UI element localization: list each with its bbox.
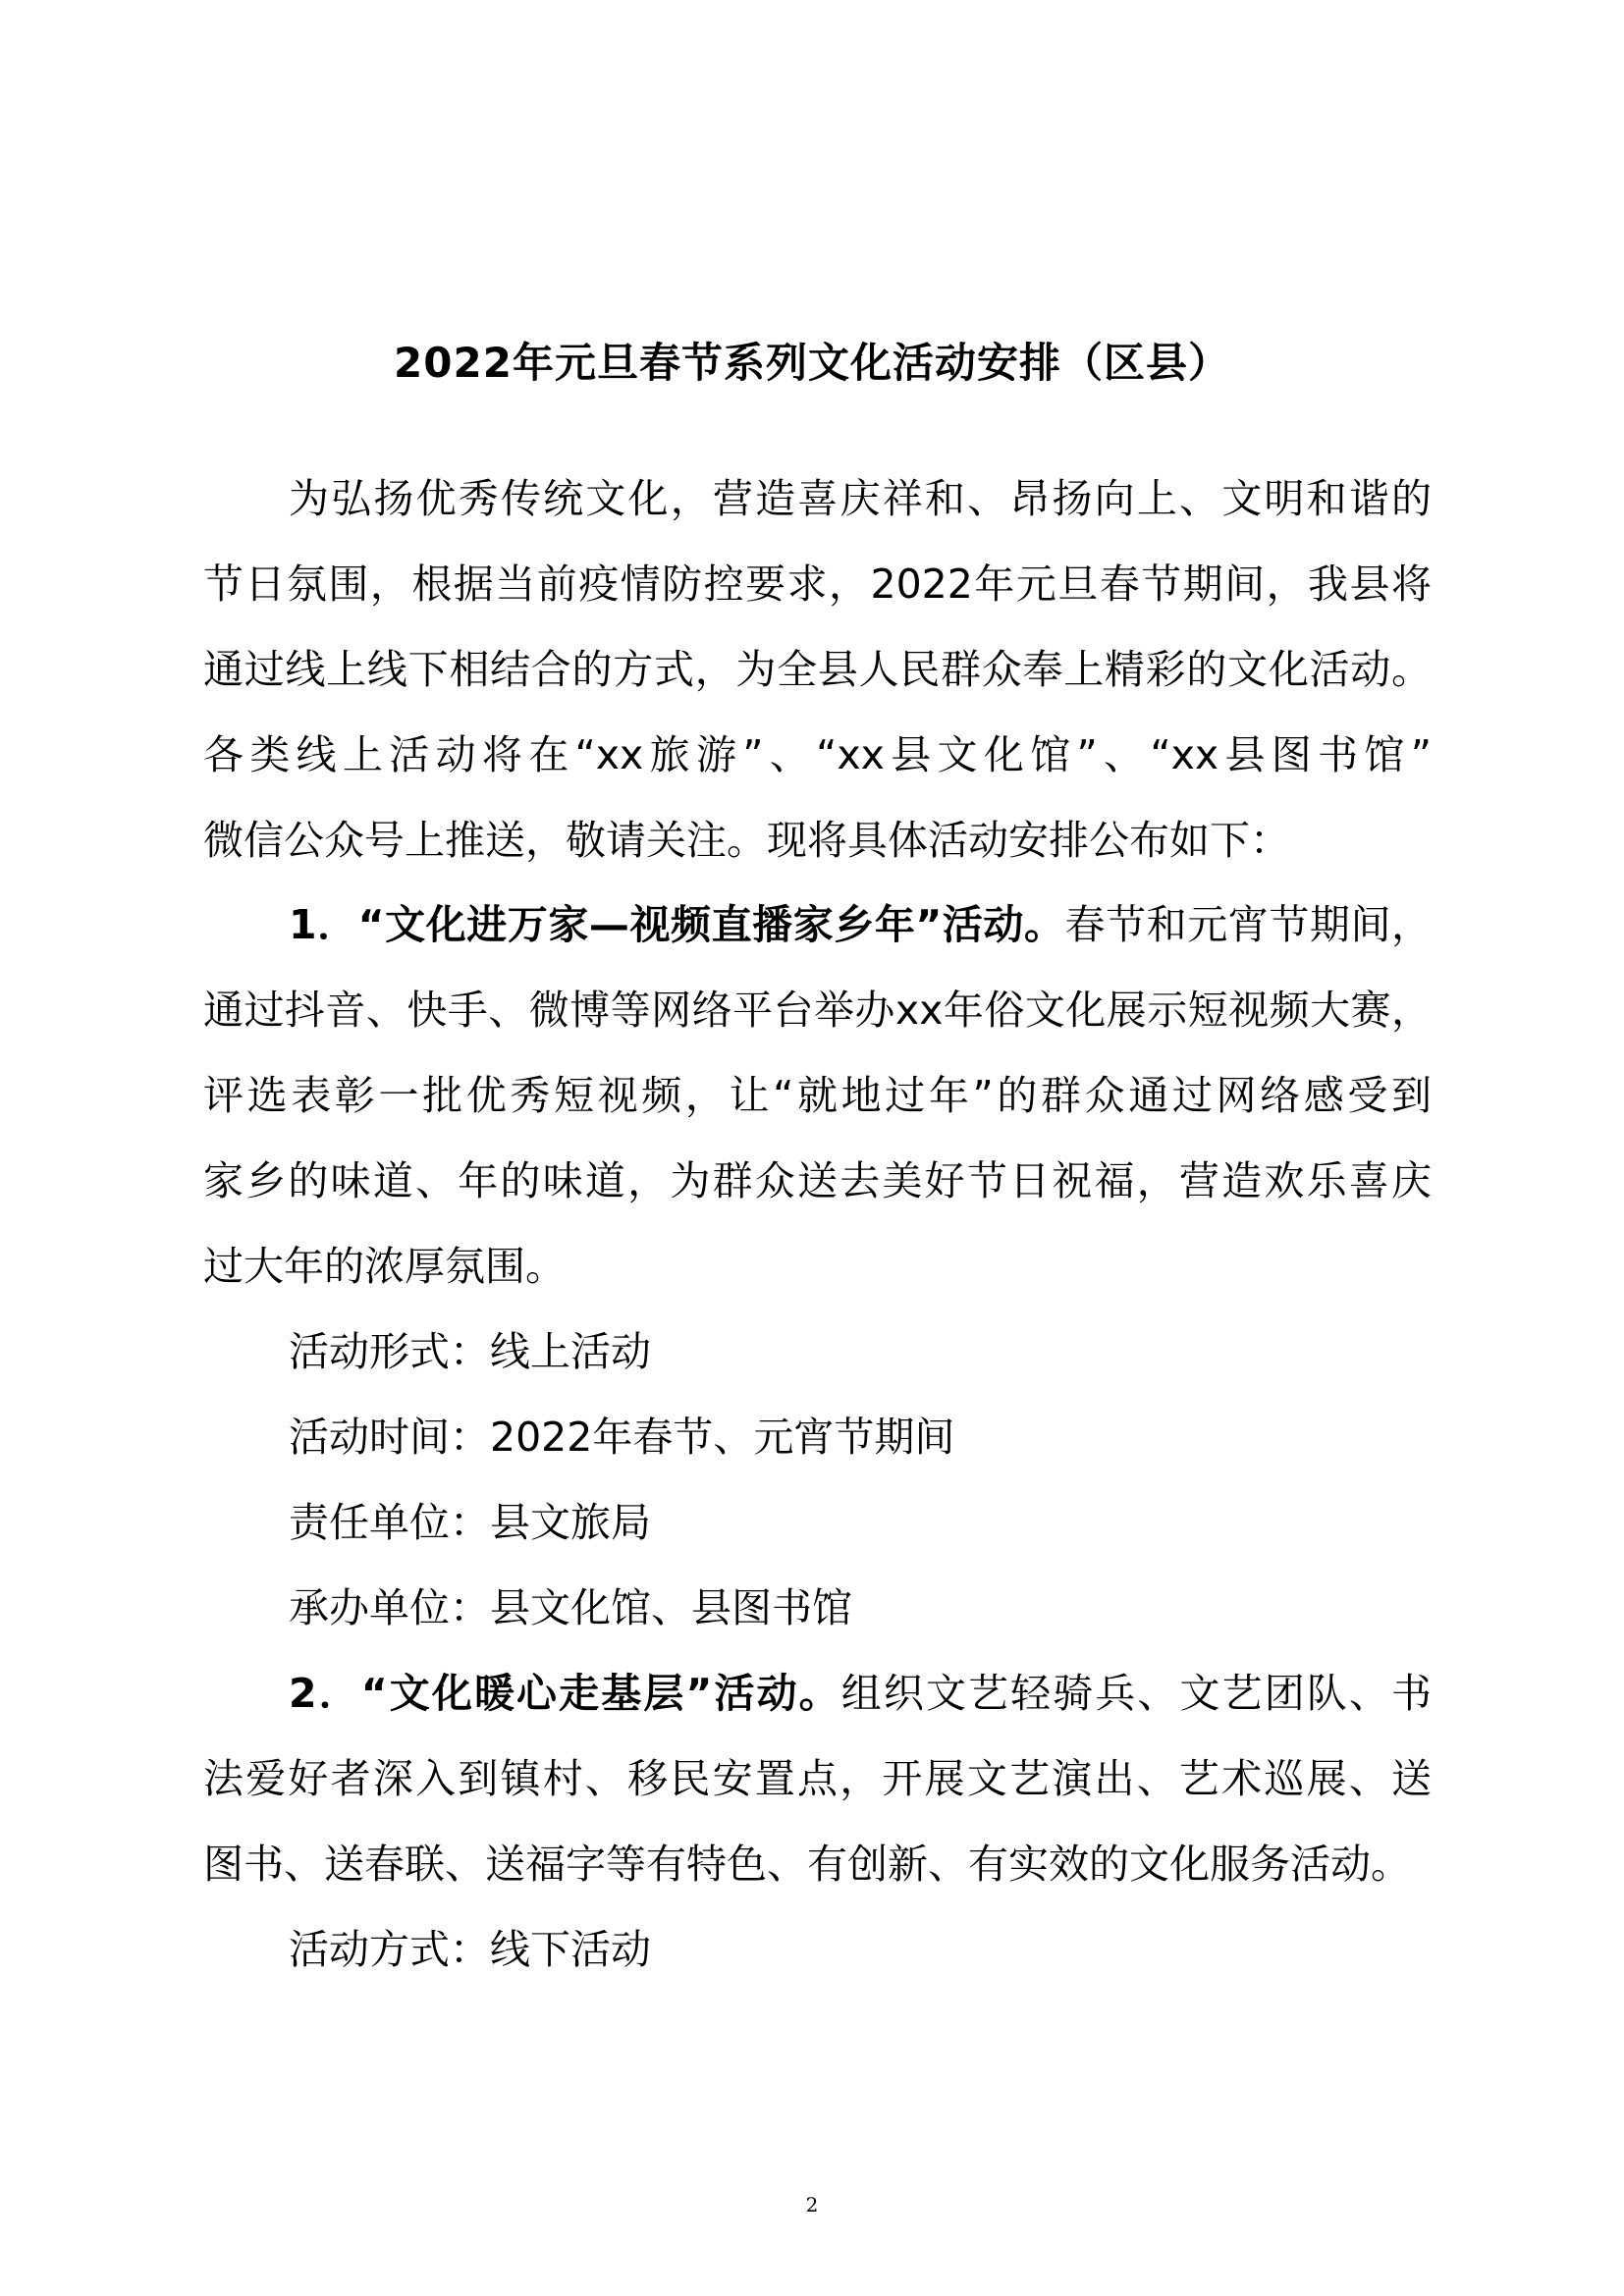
section1-line-4: 家乡的味道、年的味道，为群众送去美好节日祝福，营造欢乐喜庆	[203, 1157, 1432, 1204]
section2-line-3: 图书、送春联、送福字等有特色、有创新、有实效的文化服务活动。	[203, 1841, 1411, 1888]
section1-line-2: 通过抖音、快手、微博等网络平台举办xx年俗文化展示短视频大赛，	[203, 987, 1432, 1034]
section1-activity-form: 活动形式：线上活动	[289, 1328, 651, 1375]
intro-line-5: 微信公众号上推送，敬请关注。现将具体活动安排公布如下：	[203, 817, 1290, 864]
intro-line-1: 为弘扬优秀传统文化，营造喜庆祥和、昂扬向上、文明和谐的	[289, 475, 1432, 522]
section2-first-line	[289, 1664, 1432, 1723]
page-number: 2	[805, 2193, 819, 2216]
intro-line-4: 各类线上活动将在“xx旅游”、“xx县文化馆”、“xx县图书馆”	[203, 731, 1432, 778]
section2-first-line-rest: 组织文艺轻骑兵、文艺团队、书	[840, 1670, 1433, 1717]
section1-activity-time: 活动时间：2022年春节、元宵节期间	[289, 1414, 955, 1461]
section1-first-line-rest: 春节和元宵节期间，	[1064, 901, 1432, 948]
section1-line-3: 评选表彰一批优秀短视频，让“就地过年”的群众通过网络感受到	[203, 1072, 1432, 1119]
section1-responsible-unit: 责任单位：县文旅局	[289, 1499, 651, 1546]
section1-heading: 1．“文化进万家—视频直播家乡年”活动。	[289, 901, 1065, 948]
section2-heading: 2．“文化暖心走基层”活动。	[289, 1670, 841, 1717]
document-title: 2022年元旦春节系列文化活动安排（区县）	[394, 339, 1230, 387]
section1-first-line	[289, 895, 1432, 954]
intro-line-3: 通过线上线下相结合的方式，为全县人民群众奉上精彩的文化活动。	[203, 646, 1432, 693]
section1-organizer-unit: 承办单位：县文化馆、县图书馆	[289, 1584, 852, 1631]
section2-line-2: 法爱好者深入到镇村、移民安置点，开展文艺演出、艺术巡展、送	[203, 1755, 1432, 1802]
section2-activity-method: 活动方式：线下活动	[289, 1926, 651, 1973]
section1-line-5: 过大年的浓厚氛围。	[203, 1243, 566, 1290]
intro-line-2: 节日氛围，根据当前疫情防控要求，2022年元旦春节期间，我县将	[203, 561, 1432, 608]
